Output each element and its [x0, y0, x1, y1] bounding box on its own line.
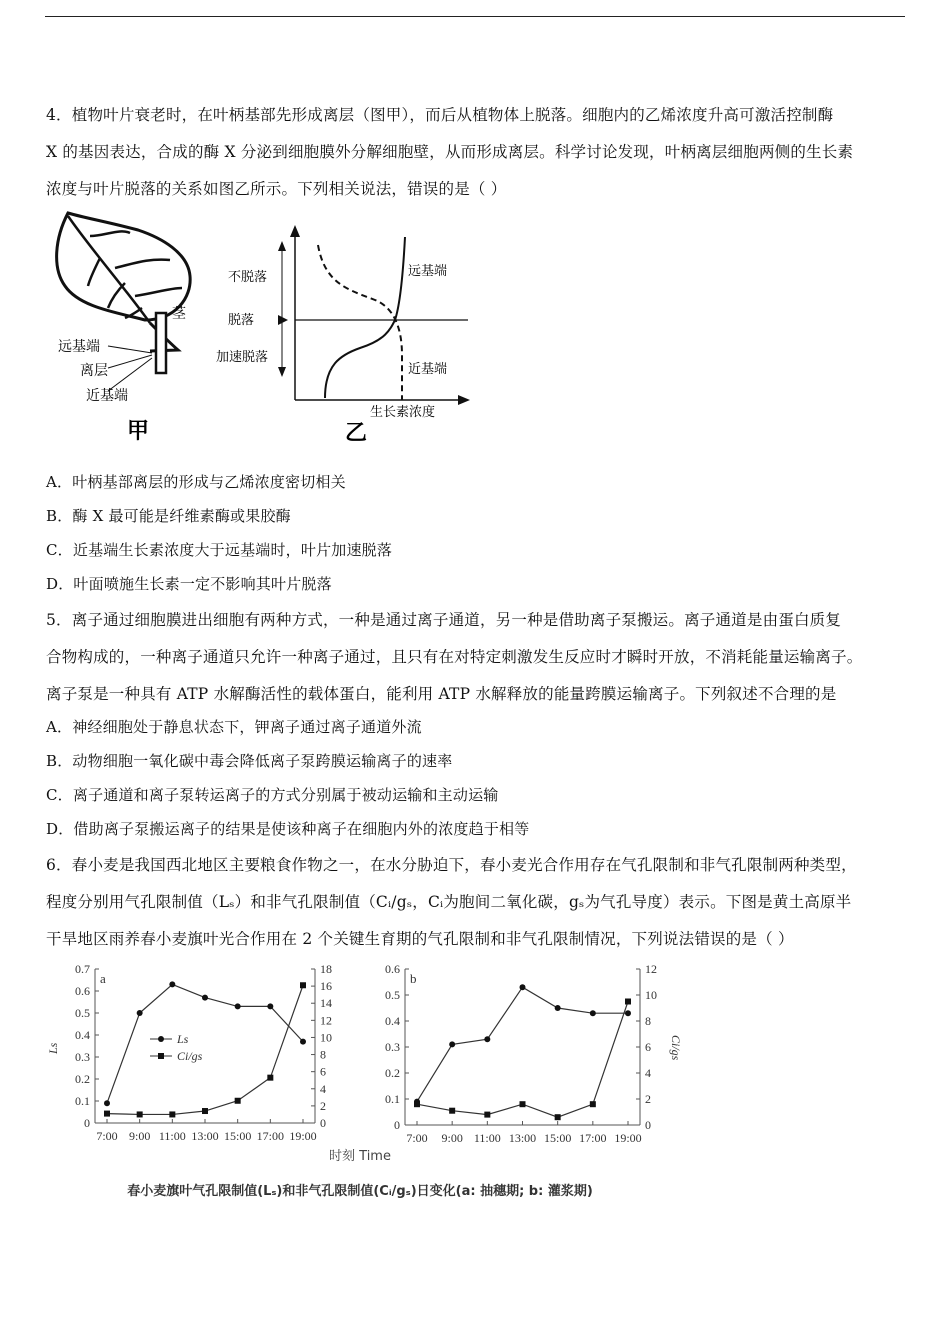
left-tick-label: 0.6: [385, 962, 400, 976]
x-tick-label: 11:00: [158, 1129, 186, 1143]
right-tick-label: 0: [320, 1116, 326, 1130]
left-tick-label: 0.1: [385, 1092, 400, 1106]
figure-yi-caption: 乙: [345, 421, 368, 446]
curve-proximal-label: 近基端: [408, 362, 448, 377]
point-Ci-gs: [520, 1101, 526, 1107]
curve-proximal: [318, 245, 402, 400]
right-tick-label: 2: [645, 1092, 651, 1106]
q6-stem-line-2: 程度分别用气孔限制值（Lₛ）和非气孔限制值（Cᵢ/gₛ，Cᵢ为胞间二氧化碳，gₛ为气孔导度）表示。下图是黄土高原半: [46, 893, 852, 911]
q5-option-c[interactable]: C．离子通道和离子泵转运离子的方式分别属于被动运输和主动运输: [46, 786, 499, 804]
point-Ci-gs: [235, 1098, 241, 1104]
point-Ls: [590, 1010, 596, 1016]
chart-x-axis-label: 时刻 Time: [329, 1149, 391, 1164]
panel-label: b: [410, 971, 417, 986]
legend-label: Ls: [177, 1032, 189, 1046]
q5-option-a[interactable]: A．神经细胞处于静息状态下，钾离子通过离子通道外流: [46, 718, 422, 736]
x-tick-label: 9:00: [128, 1129, 151, 1143]
series-line-Ls: [107, 984, 303, 1103]
point-Ls: [202, 995, 208, 1001]
left-tick-label: 0.1: [75, 1094, 90, 1108]
right-tick-label: 10: [645, 988, 657, 1002]
x-tick-label: 13:00: [191, 1129, 219, 1143]
x-axis-label: 生长素浓度: [370, 405, 436, 420]
right-tick-label: 10: [320, 1030, 332, 1045]
chart-panel-b: [385, 962, 683, 1145]
series-line-Ci-gs: [417, 1002, 628, 1118]
q5-stem-line-1: 5．离子通过细胞膜进出细胞有两种方式，一种是通过离子通道，另一种是借助离子泵搬运。离子通道是由蛋白质复: [46, 611, 842, 629]
point-Ls: [625, 1010, 631, 1016]
q4-option-a[interactable]: A．叶柄基部离层的形成与乙烯浓度密切相关: [46, 473, 346, 491]
left-tick-label: 0.5: [385, 988, 400, 1002]
q4-stem-line-2: X 的基因表达，合成的酶 X 分泌到细胞膜外分解细胞壁，从而形成离层。科学讨论发现，叶柄离层细胞两侧的生长素: [46, 143, 854, 161]
curve-distal: [325, 237, 405, 398]
point-Ci-gs: [202, 1108, 208, 1114]
q4-stem-line-1: 4．植物叶片衰老时，在叶柄基部先形成离层（图甲），而后从植物体上脱落。细胞内的乙烯浓度升高可激活控制酶: [46, 106, 834, 124]
q5-stem-line-2: 合物构成的，一种离子通道只允许一种离子通过，且只有在对特定刺激发生反应时才瞬时开放，不消耗能量运输离子。: [46, 648, 863, 666]
x-tick-label: 19:00: [289, 1129, 317, 1143]
x-tick-label: 13:00: [508, 1131, 537, 1145]
q4-option-c[interactable]: C．近基端生长素浓度大于远基端时，叶片加速脱落: [46, 541, 393, 559]
abscission-label: 离层: [80, 363, 108, 379]
point-Ci-gs: [449, 1108, 455, 1114]
point-Ls: [235, 1003, 241, 1009]
x-tick-label: 11:00: [473, 1131, 501, 1145]
right-tick-label: 6: [645, 1040, 651, 1054]
y-label-drop: 脱落: [228, 313, 255, 328]
figure-jia: [50, 208, 220, 443]
legend-marker: [158, 1053, 164, 1059]
header-rule: [45, 16, 905, 17]
right-tick-label: 12: [320, 1013, 332, 1028]
left-tick-label: 0.3: [75, 1050, 90, 1064]
stem-label: 茎: [172, 306, 186, 322]
left-tick-label: 0.5: [75, 1006, 90, 1020]
right-tick-label: 8: [320, 1047, 326, 1062]
figure-jia-caption: 甲: [127, 419, 150, 444]
right-tick-label: 6: [320, 1064, 326, 1079]
right-tick-label: 18: [320, 962, 332, 976]
right-axis-label: Ci/gs: [669, 1035, 683, 1061]
right-tick-label: 8: [645, 1014, 651, 1028]
left-tick-label: 0.6: [75, 984, 90, 998]
left-tick-label: 0.2: [385, 1066, 400, 1080]
q4-option-d[interactable]: D．叶面喷施生长素一定不影响其叶片脱落: [46, 575, 332, 593]
x-tick-label: 7:00: [96, 1129, 118, 1143]
curve-distal-label: 远基端: [408, 264, 448, 279]
x-tick-label: 15:00: [223, 1129, 252, 1143]
point-Ci-gs: [300, 982, 306, 988]
left-tick-label: 0: [394, 1118, 400, 1132]
x-tick-label: 15:00: [543, 1131, 572, 1145]
point-Ci-gs: [267, 1075, 273, 1081]
point-Ls: [104, 1100, 110, 1106]
point-Ci-gs: [104, 1111, 110, 1117]
left-tick-label: 0.3: [385, 1040, 400, 1054]
left-tick-label: 0.4: [385, 1014, 400, 1028]
y-label-accelerated: 加速脱落: [216, 350, 269, 365]
proximal-label: 近基端: [86, 388, 128, 404]
x-tick-label: 9:00: [441, 1131, 463, 1145]
x-tick-label: 17:00: [579, 1131, 607, 1145]
legend-marker: [158, 1036, 164, 1042]
left-axis-label: Ls: [46, 1042, 60, 1054]
right-tick-label: 2: [320, 1098, 326, 1113]
figure-yi: [210, 215, 485, 445]
right-tick-label: 16: [320, 979, 332, 994]
point-Ls: [555, 1005, 561, 1011]
stem: [156, 313, 166, 373]
point-Ls: [267, 1003, 273, 1009]
right-tick-label: 4: [645, 1066, 651, 1080]
right-tick-label: 0: [645, 1118, 651, 1132]
q4-option-b[interactable]: B．酶 X 最可能是纤维素酶或果胶酶: [46, 507, 291, 525]
q5-option-d[interactable]: D．借助离子泵搬运离子的结果是使该种离子在细胞内外的浓度趋于相等: [46, 820, 530, 838]
point-Ls: [449, 1041, 455, 1047]
q6-chart: [40, 955, 683, 1205]
series-line-Ls: [417, 987, 628, 1101]
point-Ls: [300, 1039, 306, 1045]
chart-panel-a: [46, 962, 332, 1143]
point-Ci-gs: [169, 1111, 175, 1117]
q5-stem-line-3: 离子泵是一种具有 ATP 水解酶活性的载体蛋白，能利用 ATP 水解释放的能量跨膜运输离子。下列叙述不合理的是: [46, 685, 837, 703]
point-Ls: [169, 981, 175, 987]
q6-stem-line-1: 6．春小麦是我国西北地区主要粮食作物之一，在水分胁迫下，春小麦光合作用存在气孔限制和非气孔限制两种类型，: [46, 856, 857, 874]
x-tick-label: 7:00: [406, 1131, 428, 1145]
point-Ci-gs: [555, 1114, 561, 1120]
series-line-Ci-gs: [107, 985, 303, 1114]
chart-caption: 春小麦旗叶气孔限制值(Lₛ)和非气孔限制值(Cᵢ/gₛ)日变化(a: 抽穗期; b: 灌浆期): [127, 1184, 593, 1199]
y-label-no-drop: 不脱落: [228, 270, 268, 285]
left-tick-label: 0.4: [75, 1028, 90, 1042]
point-Ls: [484, 1036, 490, 1042]
point-Ci-gs: [414, 1101, 420, 1107]
q5-option-b[interactable]: B．动物细胞一氧化碳中毒会降低离子泵跨膜运输离子的速率: [46, 752, 453, 770]
point-Ci-gs: [590, 1101, 596, 1107]
point-Ls: [520, 984, 526, 990]
point-Ci-gs: [484, 1112, 490, 1118]
panel-label: a: [100, 971, 106, 986]
x-tick-label: 17:00: [256, 1129, 285, 1143]
point-Ci-gs: [625, 999, 631, 1005]
point-Ci-gs: [137, 1111, 143, 1117]
legend-label: Ci/gs: [177, 1049, 203, 1063]
right-tick-label: 12: [645, 962, 657, 976]
right-tick-label: 4: [320, 1081, 326, 1096]
left-tick-label: 0: [84, 1116, 90, 1130]
q6-stem-line-3: 干旱地区雨养春小麦旗叶光合作用在 2 个关键生育期的气孔限制和非气孔限制情况，下列说法错误的是（ ）: [46, 930, 794, 948]
right-tick-label: 14: [320, 996, 332, 1011]
x-tick-label: 19:00: [614, 1131, 642, 1145]
q4-stem-line-3: 浓度与叶片脱落的关系如图乙所示。下列相关说法，错误的是（ ）: [46, 180, 507, 198]
distal-label: 远基端: [58, 339, 100, 355]
point-Ls: [137, 1010, 143, 1016]
left-tick-label: 0.2: [75, 1072, 90, 1086]
leaf-veins: [68, 216, 182, 323]
left-tick-label: 0.7: [75, 962, 90, 976]
